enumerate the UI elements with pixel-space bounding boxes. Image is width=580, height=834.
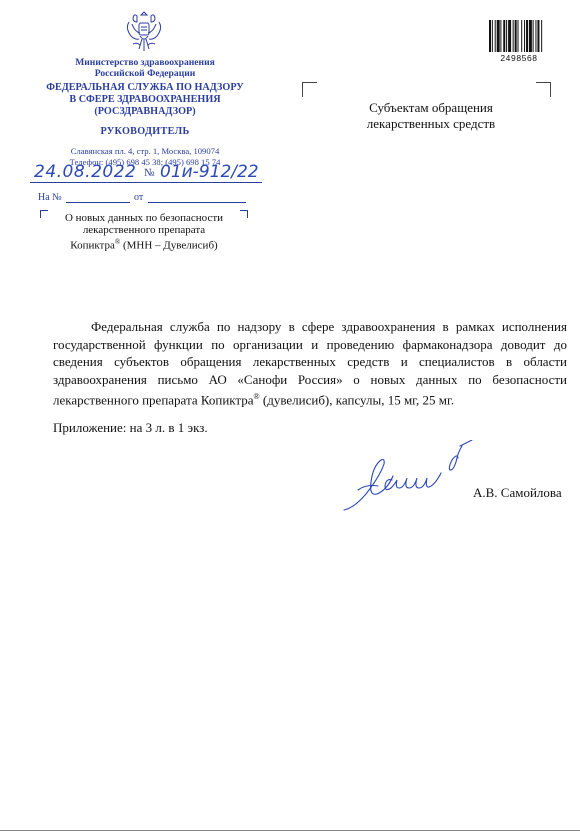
registered-mark: ® bbox=[253, 392, 260, 401]
reference-date-blank bbox=[148, 202, 246, 203]
registration-date: 24.08.2022 bbox=[34, 162, 137, 182]
signer-name: А.В. Самойлова bbox=[473, 485, 562, 500]
handwritten-signature bbox=[340, 440, 476, 516]
subject-bracket-right bbox=[240, 210, 248, 218]
recipient-line: лекарственных средств bbox=[366, 116, 496, 131]
inn-name: (МНН – Дувелисиб) bbox=[120, 239, 218, 252]
subject-line: лекарственного препарата bbox=[82, 224, 206, 236]
registration-number-label: № bbox=[144, 167, 155, 179]
body-text-end: (дувелисиб), капсулы, 15 мг, 25 мг. bbox=[259, 392, 455, 408]
address-line: Славянская пл. 4, стр. 1, Москва, 109074 bbox=[70, 146, 220, 156]
recipient-block bbox=[320, 100, 542, 132]
barcode-icon bbox=[489, 20, 549, 52]
recipient-line: Субъектам обращения bbox=[369, 100, 493, 115]
attachment-note: Приложение: на 3 л. в 1 экз. bbox=[53, 420, 208, 435]
ministry-line: Министерство здравоохранения bbox=[75, 57, 215, 68]
ministry-line: Российской Федерации bbox=[94, 68, 196, 79]
agency-name bbox=[30, 82, 260, 118]
agency-line: В СФЕРЕ ЗДРАВООХРАНЕНИЯ bbox=[69, 94, 221, 105]
registration-underline bbox=[30, 182, 262, 183]
subject-line bbox=[48, 236, 240, 252]
body-text: Федеральная служба по надзору в сфере здравоохранения в рамках исполнения государственной функции по организации и проведению фармаконадзора доводит до сведения субъектов обращения лекарственных средств и специалистов в области здравоохранения письмо АО «Санофи Россия» о новых данных по безопасности лекарственного препарата Копиктра bbox=[53, 319, 567, 408]
reference-date-label: от bbox=[134, 192, 144, 203]
letter-body bbox=[53, 318, 567, 409]
agency-line: ФЕДЕРАЛЬНАЯ СЛУЖБА ПО НАДЗОРУ bbox=[46, 82, 244, 93]
reference-number-label: На № bbox=[38, 192, 62, 203]
coat-of-arms-icon bbox=[123, 8, 165, 54]
barcode-number: 2498568 bbox=[500, 53, 538, 63]
drug-name: Копиктра bbox=[70, 239, 115, 252]
subject-line: О новых данных по безопасности bbox=[64, 212, 224, 224]
reference-number-blank bbox=[66, 202, 130, 203]
head-title: РУКОВОДИТЕЛЬ bbox=[100, 126, 190, 137]
ministry-name bbox=[30, 57, 260, 79]
letter-subject bbox=[48, 212, 240, 252]
recipient-bracket-left bbox=[302, 82, 317, 97]
recipient-bracket-right bbox=[536, 82, 551, 97]
registration-number: 01и-912/22 bbox=[160, 162, 259, 182]
page-bottom-rule bbox=[0, 830, 580, 831]
agency-line: (РОСЗДРАВНАДЗОР) bbox=[94, 106, 196, 117]
phone-line: Телефон: (495) 698 45 38; (495) 698 15 74 bbox=[69, 156, 221, 167]
registered-mark: ® bbox=[114, 238, 121, 246]
subject-bracket-left bbox=[40, 210, 48, 218]
